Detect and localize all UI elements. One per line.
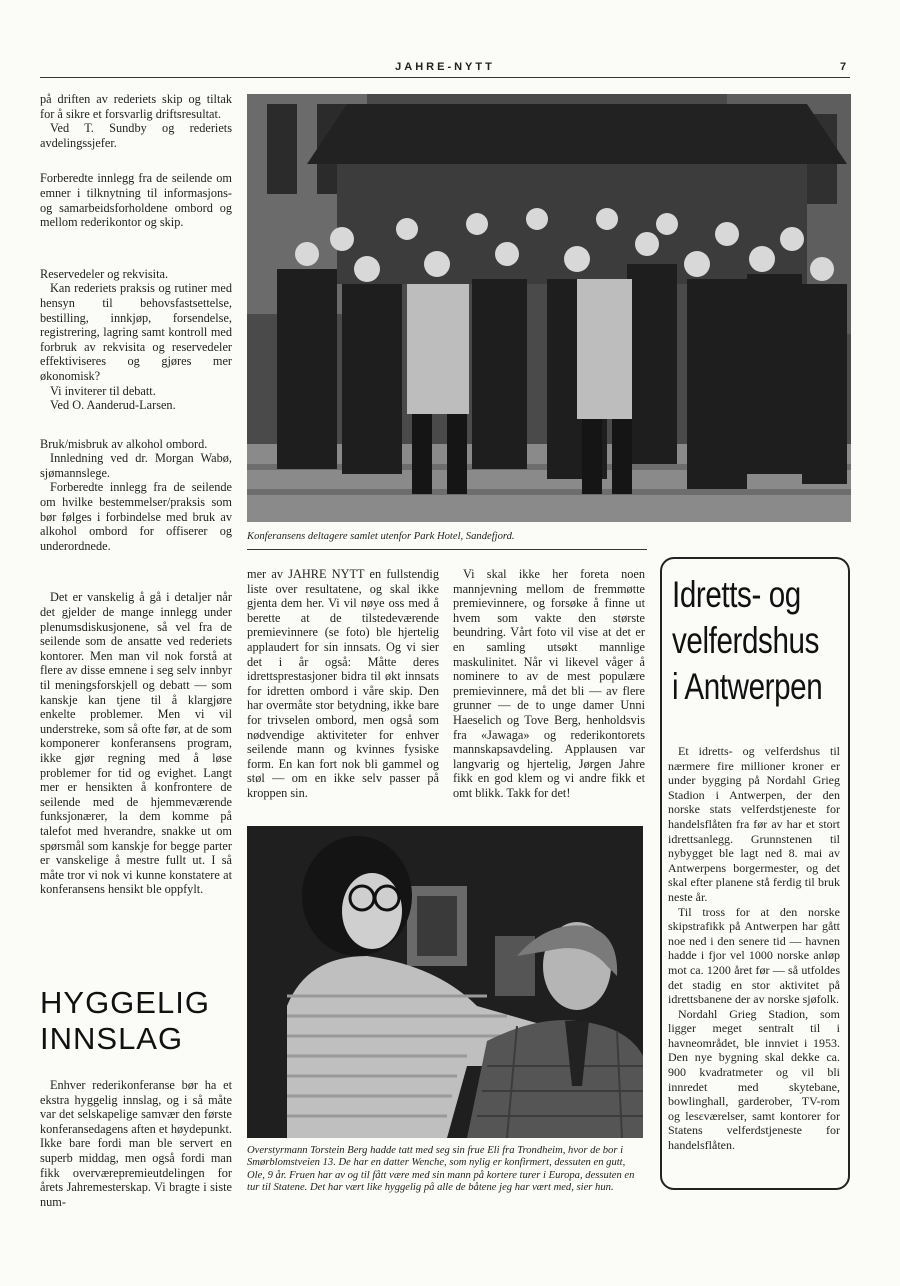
couple-photo-caption: Overstyrmann Torstein Berg hadde tatt med seg sin frue Eli fra Trondheim, hvor de bor i Smørblomstveien 13. De har en datter Wenche, som nylig er konfirmert, dessuten en gutt, Ole, 9 år. Fruen har av og til fått være med sin mann på kortere turer i Europa, dessuten en tur til Statene. Det har vært like hyggelig på alle de båtene jeg har vært med, sier hun.: [247, 1145, 635, 1194]
column-1-bottom: [40, 1078, 232, 1209]
group-photo-caption: Konferansens deltagere samlet utenfor Park Hotel, Sandefjord.: [247, 531, 515, 542]
signature: Ved O. Aanderud-Larsen.: [50, 398, 176, 413]
box-title-line-2: velferdshus: [672, 620, 819, 661]
group-photo: [247, 94, 851, 522]
paragraph: Vi skal ikke her foreta noen mannjevning mellom de fremmøtte premievinnere, og forsøke å finne ut hvem som vakte den største beundring. Vårt foto vil vise at det er en samling utsøkt mannlige maskulinitet. Når vi likevel våger å nominere to av de mest populære premievinnere, må det bli — av flere grunner — de to unge damer Unni Haeselich og Tove Berg, henholdsvis fra «Jawaga» og rederikontorets mannskapsavdeling. Applausen var langvarig og hjertelig, Jørgen Jahre fikk en god klem og vi andre fikk et omt blikk. Takk for det!: [453, 567, 645, 800]
paragraph: Kan rederiets praksis og rutiner med hensyn til behovsfastsettelse, bestilling, innkjøp, forsendelse, registrering, lagring samt kontroll med forbruk av rekvisita og reservedeler effektiviseres og gjøres mer økonomisk?: [40, 281, 232, 383]
paragraph: Vi inviterer til debatt.: [50, 383, 156, 398]
couple-photo: [247, 826, 643, 1138]
paragraph: Et idretts- og velferdshus til nærmere fire millioner kroner er under bygging på Nordahl Grieg Stadion i Antwerpen, der den norske stats velferdstjeneste for handelsflåten fra før av har et stort idrettsanlegg. Grunnstenen til nybygget ble lagt ned 8. mai av Antwerpens borgermester, og det skal efter planene stå ferdig til bruk neste år.: [668, 744, 840, 904]
box-title-line-3: i Antwerpen: [672, 666, 823, 707]
boxed-article-body: [668, 744, 840, 1153]
caption-rule: [247, 549, 647, 550]
paragraph: mer av JAHRE NYTT en fullstendig liste over resultatene, og skal ikke gjenta dem her. Vi vil nøye oss med å berette at de tilstedeværende premievinnere (se foto) ble hjertelig applaudert for sin innsats. Og vi sier det i år også: Måtte deres idrettsprestasjoner bidra til økt innsats for idretten ombord i våre skip. Den har overmåte stor betydning, ikke bare for trivselen ombord, men også som nødvendige aktiviteter for enhver seilende mann og kvinnes fysiske form. En kan fort nok bli gammel og støl — om en ikke selv passer på kroppen sin.: [247, 567, 439, 800]
paragraph: Nordahl Grieg Stadion, som ligger meget sentralt til i havneområdet, ble innviet i 1953. Den nye bygning skal dekke ca. 900 kvadratmeter og vil bli innredet med skytebane, bowlinghall, garderober, TV-rom og lesεværelser, samt kontorer for Statens velferdstjeneste for handelsflåten.: [668, 1006, 840, 1153]
headline-line-1: HYGGELIG: [40, 985, 210, 1020]
paragraph: på driften av rederiets skip og tiltak for å sikre et forsvarlig driftsresultat.: [40, 92, 232, 121]
paragraph: Forberedte innlegg fra de seilende om hvilke bestemmelser/praksis som bør følges i forbindelse med bruk av alkohol ombord for offiserer og underordnede.: [40, 480, 232, 553]
headline: [40, 985, 240, 1057]
paragraph: Til tross for at den norske skipstrafikk på Antwerpen har gått noe ned i den senere tid — havnen hadde i fjor vel 1000 norske anløp mot ca. 1200 året før — så utfoldes det stadig en stor aktivitet på idrettsbanene der av norske sjøfolk.: [668, 904, 840, 1007]
paragraph: Det er vanskelig å gå i detaljer når det gjelder de mange innlegg under plenumsdiskusjonene, så vel fra de seilende som de ansatte ved rederiets kontorer. Men man vil nok forstå at flere av disse emnene i seg selv innbyr til meningsforskjell og debatt — som kanskje kan tjene til å klargjøre enkelte problemer. Men vi vil understreke, som så ofte før, at de som komponerer konferansens program, ikke gjør regning med å løse problemer for tid og evighet. Langt mer er hensikten å konfrontere de seilende med de hjemmeværende funksjonærer, la dem komme på talefot med hverandre, snakke ut om spørsmål som kanskje for begge parter er vanskelige å mestre fullt ut. I så måte tror vi nok vi kunne konstatere at konferansens hensikt ble oppfylt.: [40, 590, 232, 897]
column-1: [40, 92, 232, 897]
subheading: Bruk/misbruk av alkohol ombord.: [40, 436, 208, 451]
header-rule: [40, 77, 850, 78]
subheading: Reservedeler og rekvisita.: [40, 266, 169, 281]
group-photo-image: [247, 94, 851, 522]
running-title: JAHRE-NYTT: [395, 61, 495, 73]
column-3: [453, 567, 645, 801]
page-number: 7: [840, 61, 847, 73]
headline-line-2: INNSLAG: [40, 1021, 184, 1056]
paragraph: Forberedte innlegg fra de seilende om emner i tilknytning til informasjons- og samarbeidsforholdene ombord og mellom rederikontor og skip.: [40, 171, 232, 230]
column-2: [247, 567, 439, 801]
boxed-article-title: [672, 572, 840, 710]
paragraph: Enhver rederikonferanse bør ha et ekstra hyggelig innslag, og i så måte var det selskapelige samvær den første konferansedagens aften et høydepunkt. Ikke bare fordi man ble servert en superb middag, men også fordi man fikk overværepremieutdelingen for årets Jahremesterskap. Vi bragte i siste num-: [40, 1078, 232, 1209]
paragraph: Innledning ved dr. Morgan Wabø, sjømannslege.: [40, 451, 232, 480]
couple-photo-image: [247, 826, 643, 1138]
box-title-line-1: Idretts- og: [672, 574, 801, 615]
signature: Ved T. Sundby og rederiets avdelingssjefer.: [40, 121, 232, 150]
